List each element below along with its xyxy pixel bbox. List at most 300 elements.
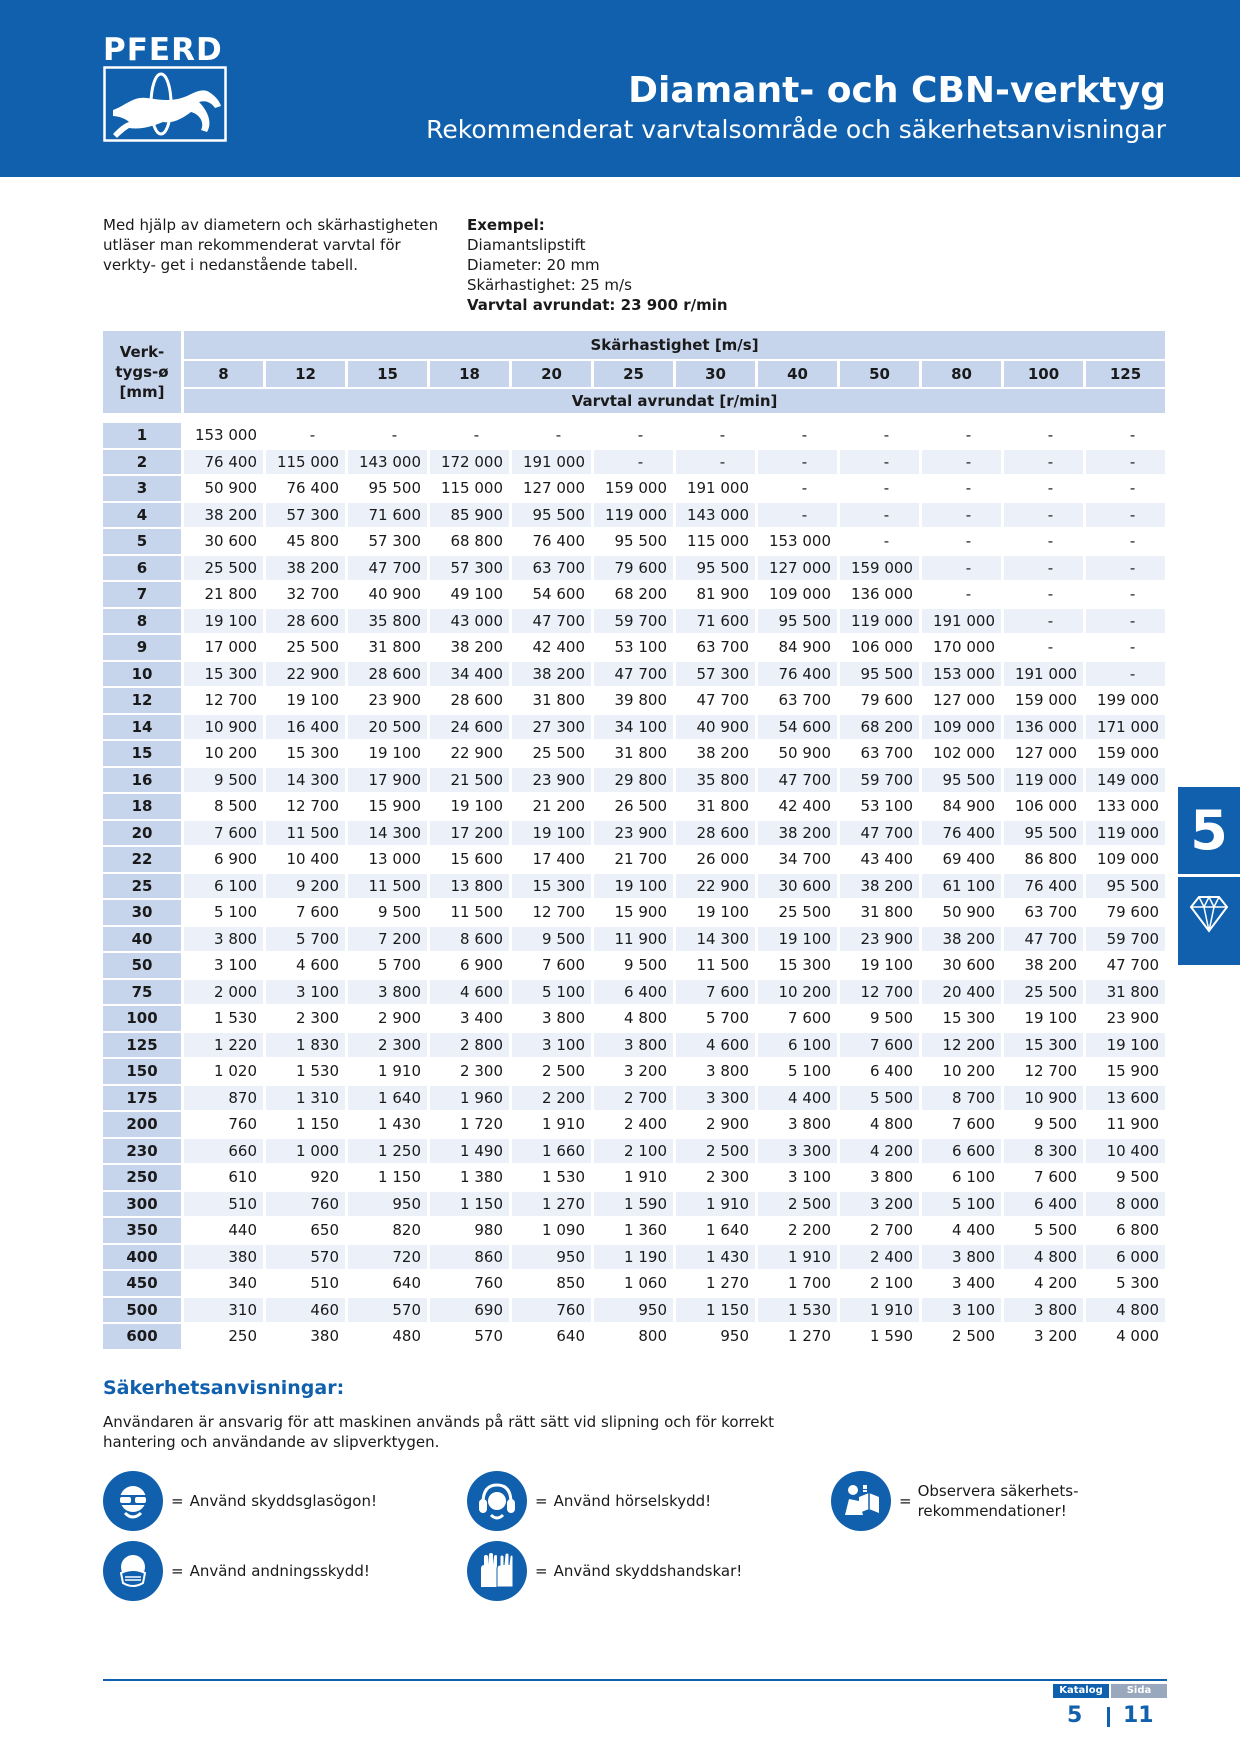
rpm-cell: 115 000 bbox=[676, 529, 755, 554]
rpm-cell: 3 800 bbox=[922, 1245, 1001, 1270]
rpm-cell: - bbox=[1004, 556, 1083, 581]
rpm-cell: 95 500 bbox=[1086, 874, 1165, 899]
rpm-cell: 2 300 bbox=[266, 1006, 345, 1031]
rpm-cell: - bbox=[1086, 529, 1165, 554]
rpm-cell: - bbox=[676, 423, 755, 448]
rpm-cell: 1 530 bbox=[758, 1298, 837, 1323]
rpm-cell: 2 500 bbox=[922, 1324, 1001, 1349]
table-row bbox=[103, 1271, 1165, 1296]
diameter-cell: 300 bbox=[103, 1192, 181, 1217]
table-row bbox=[103, 768, 1165, 793]
speed-col-header: 100 bbox=[1004, 361, 1083, 387]
diamond-icon bbox=[1187, 891, 1231, 935]
rpm-cell: 109 000 bbox=[758, 582, 837, 607]
rpm-cell: 4 800 bbox=[1086, 1298, 1165, 1323]
table-row bbox=[103, 609, 1165, 634]
rpm-cell: 570 bbox=[430, 1324, 509, 1349]
rpm-cell: 43 000 bbox=[430, 609, 509, 634]
diameter-cell: 16 bbox=[103, 768, 181, 793]
rpm-cell: - bbox=[1086, 609, 1165, 634]
rpm-cell: - bbox=[922, 423, 1001, 448]
rpm-cell: 21 500 bbox=[430, 768, 509, 793]
rpm-cell: 63 700 bbox=[758, 688, 837, 713]
table-row bbox=[103, 1218, 1165, 1243]
diameter-cell: 125 bbox=[103, 1033, 181, 1058]
table-row bbox=[103, 1324, 1165, 1349]
symbol-gloves bbox=[467, 1541, 742, 1601]
rpm-cell: 119 000 bbox=[840, 609, 919, 634]
footer-labels bbox=[1053, 1684, 1167, 1698]
rpm-cell: 31 800 bbox=[594, 741, 673, 766]
rpm-cell: 12 700 bbox=[512, 900, 591, 925]
rpm-cell: - bbox=[1086, 450, 1165, 475]
rpm-cell: - bbox=[758, 476, 837, 501]
rpm-cell: 12 200 bbox=[922, 1033, 1001, 1058]
rpm-cell: 3 100 bbox=[758, 1165, 837, 1190]
diameter-cell: 12 bbox=[103, 688, 181, 713]
table-row bbox=[103, 556, 1165, 581]
rpm-cell: 19 100 bbox=[348, 741, 427, 766]
rpm-cell: 1 150 bbox=[266, 1112, 345, 1137]
rpm-cell: 47 700 bbox=[512, 609, 591, 634]
rpm-cell: 1 150 bbox=[430, 1192, 509, 1217]
example-block bbox=[467, 215, 767, 315]
rpm-cell: 136 000 bbox=[840, 582, 919, 607]
diameter-cell: 40 bbox=[103, 927, 181, 952]
rpm-cell: - bbox=[1086, 662, 1165, 687]
rpm-cell: 4 400 bbox=[922, 1218, 1001, 1243]
rpm-cell: 69 400 bbox=[922, 847, 1001, 872]
rpm-cell: 7 600 bbox=[512, 953, 591, 978]
page-title: Diamant- och CBN-verktyg bbox=[628, 70, 1166, 111]
catalog-number: 5 bbox=[1067, 1703, 1083, 1728]
rpm-cell: 14 300 bbox=[348, 821, 427, 846]
rpm-cell: 12 700 bbox=[840, 980, 919, 1005]
rpm-cell: 119 000 bbox=[594, 503, 673, 528]
rpm-cell: 10 400 bbox=[266, 847, 345, 872]
rpm-cell: 760 bbox=[512, 1298, 591, 1323]
rpm-cell: 95 500 bbox=[840, 662, 919, 687]
diameter-cell: 75 bbox=[103, 980, 181, 1005]
rpm-cell: 1 430 bbox=[676, 1245, 755, 1270]
rpm-cell: - bbox=[512, 423, 591, 448]
rpm-cell: 5 700 bbox=[348, 953, 427, 978]
rpm-cell: 3 300 bbox=[758, 1139, 837, 1164]
rpm-cell: 7 600 bbox=[676, 980, 755, 1005]
rpm-cell: 12 700 bbox=[266, 794, 345, 819]
safety-glasses-icon bbox=[103, 1471, 163, 1531]
rpm-header: Varvtal avrundat [r/min] bbox=[184, 389, 1165, 413]
rpm-cell: - bbox=[266, 423, 345, 448]
speed-col-header: 50 bbox=[840, 361, 919, 387]
speed-col-header: 18 bbox=[430, 361, 509, 387]
rpm-cell: 7 200 bbox=[348, 927, 427, 952]
diameter-cell: 150 bbox=[103, 1059, 181, 1084]
rpm-cell: 159 000 bbox=[840, 556, 919, 581]
rpm-cell: 59 700 bbox=[1086, 927, 1165, 952]
sida-label: Sida bbox=[1111, 1684, 1167, 1698]
rpm-cell: 2 700 bbox=[840, 1218, 919, 1243]
rpm-cell: 133 000 bbox=[1086, 794, 1165, 819]
rpm-cell: 38 200 bbox=[676, 741, 755, 766]
respirator-icon bbox=[103, 1541, 163, 1601]
rpm-cell: 95 500 bbox=[348, 476, 427, 501]
rpm-cell: 47 700 bbox=[1086, 953, 1165, 978]
rpm-cell: 47 700 bbox=[1004, 927, 1083, 952]
table-row bbox=[103, 1059, 1165, 1084]
rpm-cell: 54 600 bbox=[512, 582, 591, 607]
rpm-cell: 57 300 bbox=[430, 556, 509, 581]
rpm-cell: 2 200 bbox=[758, 1218, 837, 1243]
speed-col-header: 15 bbox=[348, 361, 427, 387]
rpm-cell: 6 100 bbox=[184, 874, 263, 899]
speed-col-header: 12 bbox=[266, 361, 345, 387]
rpm-cell: 1 910 bbox=[512, 1112, 591, 1137]
rpm-cell: 35 800 bbox=[676, 768, 755, 793]
rpm-cell: 17 200 bbox=[430, 821, 509, 846]
rpm-cell: 950 bbox=[676, 1324, 755, 1349]
rpm-table bbox=[100, 329, 1168, 1351]
table-row bbox=[103, 1139, 1165, 1164]
table-row bbox=[103, 847, 1165, 872]
rpm-cell: 39 800 bbox=[594, 688, 673, 713]
rpm-cell: 4 200 bbox=[1004, 1271, 1083, 1296]
rpm-cell: 1 270 bbox=[758, 1324, 837, 1349]
mask-label: Använd andningsskydd! bbox=[189, 1562, 370, 1580]
rpm-cell: 15 300 bbox=[922, 1006, 1001, 1031]
rpm-cell: 1 310 bbox=[266, 1086, 345, 1111]
rpm-cell: 53 100 bbox=[594, 635, 673, 660]
pferd-logo bbox=[103, 34, 227, 142]
rpm-cell: 7 600 bbox=[922, 1112, 1001, 1137]
rpm-cell: 1 270 bbox=[512, 1192, 591, 1217]
diameter-cell: 5 bbox=[103, 529, 181, 554]
table-row bbox=[103, 423, 1165, 448]
table-row bbox=[103, 476, 1165, 501]
footer-rule bbox=[103, 1679, 1167, 1681]
rpm-cell: 1 020 bbox=[184, 1059, 263, 1084]
rpm-cell: 25 500 bbox=[1004, 980, 1083, 1005]
rpm-cell: 50 900 bbox=[922, 900, 1001, 925]
table-row bbox=[103, 1192, 1165, 1217]
rpm-cell: 5 500 bbox=[840, 1086, 919, 1111]
rpm-cell: 57 300 bbox=[266, 503, 345, 528]
rpm-cell: 171 000 bbox=[1086, 715, 1165, 740]
rpm-cell: 84 900 bbox=[758, 635, 837, 660]
rpm-cell: 860 bbox=[430, 1245, 509, 1270]
rpm-cell: 76 400 bbox=[512, 529, 591, 554]
rpm-cell: 143 000 bbox=[348, 450, 427, 475]
diameter-cell: 14 bbox=[103, 715, 181, 740]
diameter-cell: 18 bbox=[103, 794, 181, 819]
rpm-cell: 6 400 bbox=[1004, 1192, 1083, 1217]
speed-header: Skärhastighet [m/s] bbox=[184, 331, 1165, 359]
table-row bbox=[103, 503, 1165, 528]
diameter-header-line-2: tygs-ø bbox=[115, 363, 169, 381]
rpm-cell: 9 500 bbox=[840, 1006, 919, 1031]
rpm-cell: 23 900 bbox=[594, 821, 673, 846]
rpm-cell: - bbox=[594, 423, 673, 448]
table-row bbox=[103, 927, 1165, 952]
rpm-cell: 4 600 bbox=[266, 953, 345, 978]
rpm-cell: 85 900 bbox=[430, 503, 509, 528]
rpm-cell: 19 100 bbox=[1004, 1006, 1083, 1031]
rpm-cell: 610 bbox=[184, 1165, 263, 1190]
rpm-cell: 19 100 bbox=[840, 953, 919, 978]
rpm-cell: 570 bbox=[266, 1245, 345, 1270]
rpm-cell: 119 000 bbox=[1086, 821, 1165, 846]
rpm-cell: 27 300 bbox=[512, 715, 591, 740]
rpm-cell: 510 bbox=[184, 1192, 263, 1217]
rpm-cell: 6 400 bbox=[840, 1059, 919, 1084]
rpm-cell: 380 bbox=[266, 1324, 345, 1349]
rpm-cell: 25 500 bbox=[184, 556, 263, 581]
rpm-cell: 38 200 bbox=[922, 927, 1001, 952]
rpm-cell: 102 000 bbox=[922, 741, 1001, 766]
rpm-cell: 2 400 bbox=[594, 1112, 673, 1137]
rpm-cell: 5 700 bbox=[266, 927, 345, 952]
rpm-cell: 47 700 bbox=[676, 688, 755, 713]
rpm-cell: 159 000 bbox=[594, 476, 673, 501]
speed-col-header: 30 bbox=[676, 361, 755, 387]
diameter-cell: 230 bbox=[103, 1139, 181, 1164]
diameter-cell: 6 bbox=[103, 556, 181, 581]
rpm-cell: 8 300 bbox=[1004, 1139, 1083, 1164]
rpm-cell: 4 400 bbox=[758, 1086, 837, 1111]
speed-col-header: 80 bbox=[922, 361, 1001, 387]
page-number: 11 bbox=[1123, 1703, 1154, 1728]
rpm-cell: - bbox=[922, 529, 1001, 554]
rpm-cell: 950 bbox=[594, 1298, 673, 1323]
example-line-1: Diamantslipstift bbox=[467, 236, 586, 254]
rpm-cell: 3 800 bbox=[1004, 1298, 1083, 1323]
rpm-cell: 76 400 bbox=[922, 821, 1001, 846]
rpm-cell: 11 500 bbox=[348, 874, 427, 899]
rpm-cell: 15 300 bbox=[512, 874, 591, 899]
ear-label: Använd hörselskydd! bbox=[553, 1492, 712, 1510]
rpm-cell: - bbox=[840, 503, 919, 528]
rpm-cell: 1 490 bbox=[430, 1139, 509, 1164]
rpm-cell: 8 600 bbox=[430, 927, 509, 952]
rpm-cell: 3 800 bbox=[758, 1112, 837, 1137]
rpm-cell: 3 400 bbox=[922, 1271, 1001, 1296]
rpm-cell: 47 700 bbox=[840, 821, 919, 846]
rpm-cell: 42 400 bbox=[758, 794, 837, 819]
rpm-cell: 690 bbox=[430, 1298, 509, 1323]
diameter-cell: 25 bbox=[103, 874, 181, 899]
rpm-cell: 2 100 bbox=[594, 1139, 673, 1164]
logo-text: PFERD bbox=[103, 32, 223, 68]
rpm-cell: 1 660 bbox=[512, 1139, 591, 1164]
rpm-cell: 153 000 bbox=[922, 662, 1001, 687]
rpm-cell: 12 700 bbox=[184, 688, 263, 713]
rpm-cell: - bbox=[594, 450, 673, 475]
equals-sign: = bbox=[171, 1562, 184, 1580]
rpm-cell: 47 700 bbox=[594, 662, 673, 687]
rpm-cell: 5 100 bbox=[512, 980, 591, 1005]
rpm-cell: 199 000 bbox=[1086, 688, 1165, 713]
rpm-cell: 6 900 bbox=[430, 953, 509, 978]
rpm-cell: 1 090 bbox=[512, 1218, 591, 1243]
rpm-cell: 1 530 bbox=[512, 1165, 591, 1190]
rpm-cell: 820 bbox=[348, 1218, 427, 1243]
rpm-cell: 510 bbox=[266, 1271, 345, 1296]
table-row bbox=[103, 821, 1165, 846]
rpm-cell: 5 100 bbox=[758, 1059, 837, 1084]
rpm-cell: 40 900 bbox=[676, 715, 755, 740]
rpm-cell: 25 500 bbox=[266, 635, 345, 660]
rpm-cell: 28 600 bbox=[430, 688, 509, 713]
table-row bbox=[103, 1112, 1165, 1137]
rpm-cell: 95 500 bbox=[512, 503, 591, 528]
ear-protection-icon bbox=[467, 1471, 527, 1531]
rpm-cell: 191 000 bbox=[676, 476, 755, 501]
rpm-cell: 9 500 bbox=[348, 900, 427, 925]
rpm-cell: - bbox=[922, 556, 1001, 581]
rpm-cell: - bbox=[1004, 582, 1083, 607]
chapter-number: 5 bbox=[1190, 799, 1228, 862]
rpm-cell: 2 300 bbox=[348, 1033, 427, 1058]
table-row bbox=[103, 874, 1165, 899]
rpm-cell: 1 700 bbox=[758, 1271, 837, 1296]
gloves-label: Använd skyddshandskar! bbox=[553, 1562, 743, 1580]
rpm-cell: 2 900 bbox=[348, 1006, 427, 1031]
table-row bbox=[103, 662, 1165, 687]
rpm-cell: 79 600 bbox=[840, 688, 919, 713]
table-row bbox=[103, 1086, 1165, 1111]
rpm-cell: 1 960 bbox=[430, 1086, 509, 1111]
rpm-cell: 79 600 bbox=[1086, 900, 1165, 925]
rpm-cell: 10 200 bbox=[758, 980, 837, 1005]
horse-logo-icon bbox=[103, 66, 227, 142]
symbol-ear bbox=[467, 1471, 711, 1531]
rpm-cell: 26 000 bbox=[676, 847, 755, 872]
rpm-cell: 760 bbox=[184, 1112, 263, 1137]
rpm-cell: 4 800 bbox=[1004, 1245, 1083, 1270]
rpm-cell: 950 bbox=[348, 1192, 427, 1217]
rpm-cell: 13 800 bbox=[430, 874, 509, 899]
rpm-cell: 1 590 bbox=[594, 1192, 673, 1217]
speed-col-header: 20 bbox=[512, 361, 591, 387]
rpm-cell: 1 530 bbox=[266, 1059, 345, 1084]
speed-col-header: 125 bbox=[1086, 361, 1165, 387]
symbol-mask bbox=[103, 1541, 370, 1601]
rpm-cell: 5 100 bbox=[922, 1192, 1001, 1217]
speed-col-header: 25 bbox=[594, 361, 673, 387]
rpm-cell: - bbox=[430, 423, 509, 448]
rpm-cell: 12 700 bbox=[1004, 1059, 1083, 1084]
rpm-cell: 25 500 bbox=[758, 900, 837, 925]
rpm-cell: 35 800 bbox=[348, 609, 427, 634]
rpm-cell: 760 bbox=[266, 1192, 345, 1217]
diameter-cell: 9 bbox=[103, 635, 181, 660]
rpm-cell: 59 700 bbox=[594, 609, 673, 634]
rpm-cell: 3 100 bbox=[266, 980, 345, 1005]
equals-sign: = bbox=[535, 1492, 548, 1510]
rpm-cell: 2 700 bbox=[594, 1086, 673, 1111]
rpm-cell: 20 500 bbox=[348, 715, 427, 740]
rpm-cell: 15 300 bbox=[1004, 1033, 1083, 1058]
rpm-cell: 5 100 bbox=[184, 900, 263, 925]
footer-numbers bbox=[1053, 1703, 1167, 1729]
rpm-cell: 95 500 bbox=[758, 609, 837, 634]
rpm-cell: 3 300 bbox=[676, 1086, 755, 1111]
rpm-cell: 9 500 bbox=[594, 953, 673, 978]
rpm-cell: 6 100 bbox=[758, 1033, 837, 1058]
example-line-2: Diameter: 20 mm bbox=[467, 256, 600, 274]
table-row bbox=[103, 715, 1165, 740]
equals-sign: = bbox=[171, 1492, 184, 1510]
rpm-cell: 15 900 bbox=[594, 900, 673, 925]
rpm-cell: 172 000 bbox=[430, 450, 509, 475]
rpm-cell: 1 250 bbox=[348, 1139, 427, 1164]
rpm-cell: 191 000 bbox=[1004, 662, 1083, 687]
diameter-cell: 15 bbox=[103, 741, 181, 766]
rpm-cell: - bbox=[676, 450, 755, 475]
rpm-cell: 2 000 bbox=[184, 980, 263, 1005]
rpm-cell: 6 600 bbox=[922, 1139, 1001, 1164]
rpm-cell: 38 200 bbox=[266, 556, 345, 581]
rpm-cell: 95 500 bbox=[922, 768, 1001, 793]
safety-text: Användaren är ansvarig för att maskinen används på rätt sätt vid slipning och för korrekt hantering och användande av slipverktygen. bbox=[103, 1413, 775, 1451]
rpm-cell: 9 200 bbox=[266, 874, 345, 899]
rpm-cell: 63 700 bbox=[676, 635, 755, 660]
rpm-cell: 950 bbox=[512, 1245, 591, 1270]
rpm-cell: 660 bbox=[184, 1139, 263, 1164]
rpm-cell: 1 720 bbox=[430, 1112, 509, 1137]
rpm-cell: 380 bbox=[184, 1245, 263, 1270]
observe-label bbox=[918, 1481, 1079, 1521]
rpm-cell: 15 900 bbox=[348, 794, 427, 819]
rpm-cell: 9 500 bbox=[512, 927, 591, 952]
rpm-cell: 38 200 bbox=[758, 821, 837, 846]
rpm-cell: 31 800 bbox=[840, 900, 919, 925]
rpm-cell: 3 800 bbox=[184, 927, 263, 952]
rpm-cell: 23 900 bbox=[1086, 1006, 1165, 1031]
rpm-cell: 4 800 bbox=[840, 1112, 919, 1137]
rpm-cell: 19 100 bbox=[512, 821, 591, 846]
rpm-cell: - bbox=[348, 423, 427, 448]
rpm-cell: 15 300 bbox=[184, 662, 263, 687]
rpm-cell: - bbox=[840, 529, 919, 554]
rpm-cell: 31 800 bbox=[1086, 980, 1165, 1005]
diameter-cell: 175 bbox=[103, 1086, 181, 1111]
rpm-cell: 22 900 bbox=[266, 662, 345, 687]
rpm-cell: 31 800 bbox=[348, 635, 427, 660]
rpm-cell: 1 530 bbox=[184, 1006, 263, 1031]
rpm-cell: 3 100 bbox=[512, 1033, 591, 1058]
rpm-cell: 127 000 bbox=[1004, 741, 1083, 766]
rpm-cell: 38 200 bbox=[512, 662, 591, 687]
rpm-cell: 127 000 bbox=[922, 688, 1001, 713]
rpm-cell: 8 000 bbox=[1086, 1192, 1165, 1217]
rpm-cell: 22 900 bbox=[676, 874, 755, 899]
rpm-cell: 63 700 bbox=[840, 741, 919, 766]
rpm-cell: 7 600 bbox=[840, 1033, 919, 1058]
rpm-cell: 10 900 bbox=[184, 715, 263, 740]
rpm-cell: 38 200 bbox=[1004, 953, 1083, 978]
rpm-cell: - bbox=[758, 450, 837, 475]
rpm-cell: 440 bbox=[184, 1218, 263, 1243]
rpm-cell: - bbox=[840, 476, 919, 501]
rpm-cell: 1 910 bbox=[348, 1059, 427, 1084]
rpm-cell: 84 900 bbox=[922, 794, 1001, 819]
rpm-cell: 7 600 bbox=[758, 1006, 837, 1031]
rpm-cell: 21 800 bbox=[184, 582, 263, 607]
rpm-cell: 26 500 bbox=[594, 794, 673, 819]
katalog-label: Katalog bbox=[1053, 1684, 1109, 1698]
rpm-cell: 570 bbox=[348, 1298, 427, 1323]
